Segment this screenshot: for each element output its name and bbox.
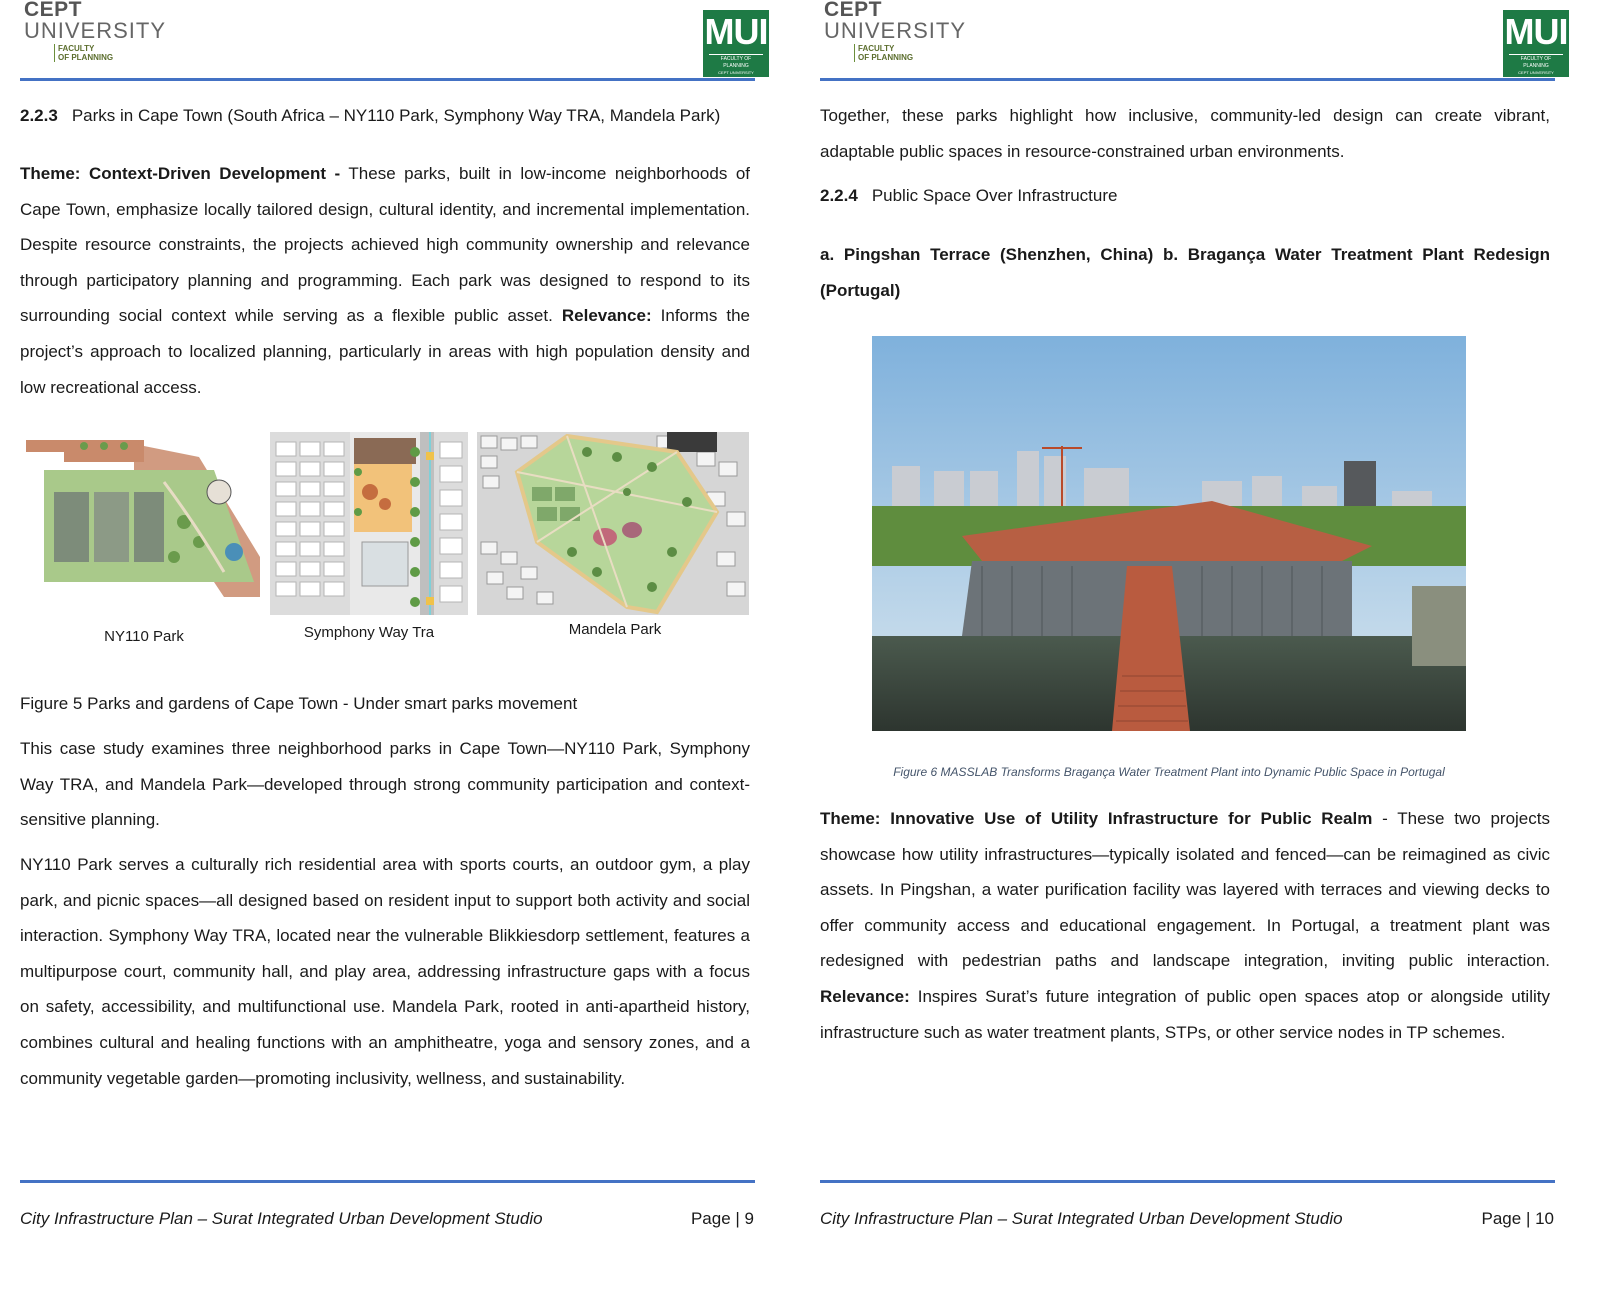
symphony-way-plan-image <box>270 432 468 615</box>
pingshan-terrace-photo <box>872 336 1466 731</box>
footer-divider <box>20 1180 755 1183</box>
footer-page-number: Page | 9 <box>690 1209 754 1228</box>
page-9 <box>0 0 780 1296</box>
paragraph-intro: Together, these parks highlight how inclusive, community-led design can create vibrant, adaptable public spaces in resource-constrained urban environments. <box>820 106 1550 161</box>
paragraph-details: NY110 Park serves a culturally rich residential area with sports courts, an outdoor gym, a play park, and picnic spaces—all designed based on resident input to support both activity and social interaction. Symphony Way TRA, located near the vulnerable Blikkiesdorp settlement, features a multipurpose court, community hall, and play area, addressing infrastructure gaps with a focus on safety, accessibility, and multifunctional use. Mandela Park, rooted in anti-apartheid history, combines cultural and healing functions with an amphitheatre, yoga and sensory zones, and a community vegetable garden—promoting inclusivity, wellness, and sustainability. <box>20 855 750 1088</box>
theme-label: Theme: Context-Driven Development - <box>20 164 341 183</box>
figure-6-caption: Figure 6 MASSLAB Transforms Bragança Water Treatment Plant into Dynamic Public Space in Portugal <box>893 765 1445 779</box>
footer-divider <box>820 1180 1555 1183</box>
header-divider <box>20 78 755 81</box>
relevance-text: Inspires Surat’s future integration of public open spaces atop or alongside utility infrastructure such as water treatment plants, STPs, or other service nodes in TP schemes. <box>820 986 1550 1042</box>
figure-label-symphony-way: Symphony Way Tra <box>303 624 435 641</box>
relevance-label: Relevance: <box>820 986 910 1006</box>
mandela-park-plan-image <box>477 432 749 615</box>
figure-label-mandela-park: Mandela Park <box>568 621 662 638</box>
figure-5-caption-block <box>20 686 750 722</box>
page-header <box>820 0 1575 82</box>
theme-text: These parks, built in low-income neighborhoods of Cape Town, emphasize locally tailored design, cultural identity, and incremental implementation. Despite resource constraints, the projects achieved high community ownership and relevance through participatory planning and programming. Each park was designed to respond to its surrounding social context while serving as a flexible public asset. <box>20 164 750 326</box>
theme-text: - These two projects showcase how utility infrastructures—typically isolated and fenced—can be reimagined as civic assets. In Pingshan, a water purification facility was layered with terraces and viewing decks to offer community access and educational engagement. In Portugal, a treatment plant was redesigned with pedestrian paths and landscape integration, inviting public interaction. <box>820 809 1550 971</box>
theme-label: Theme: Innovative Use of Utility Infrastructure for Public Realm <box>820 809 1373 828</box>
page-header <box>20 0 775 82</box>
mui-logo: MUI FACULTY OF PLANNING CEPT UNIVERSITY <box>1504 11 1568 75</box>
figure-5-site-plans <box>24 432 750 652</box>
footer-document-title: City Infrastructure Plan – Surat Integrated Urban Development Studio <box>20 1209 543 1228</box>
ny110-park-plan-image <box>24 432 262 602</box>
section-title: Parks in Cape Town (South Africa – NY110 Park, Symphony Way TRA, Mandela Park) <box>71 106 721 125</box>
page-10 <box>800 0 1580 1296</box>
footer-page-number: Page | 10 <box>1481 1209 1554 1228</box>
footer-document-title: City Infrastructure Plan – Surat Integrated Urban Development Studio <box>820 1209 1343 1228</box>
project-subheading: a. Pingshan Terrace (Shenzhen, China) b. Bragança Water Treatment Plant Redesign (Portugal) <box>820 245 1550 300</box>
mui-logo: MUI FACULTY OF PLANNING CEPT UNIVERSITY <box>704 11 768 75</box>
cept-university-logo: CEPT UNIVERSITY FACULTY OF PLANNING <box>24 0 167 62</box>
theme-paragraph <box>820 801 1550 1050</box>
cept-university-logo: CEPT UNIVERSITY FACULTY OF PLANNING <box>824 0 967 62</box>
section-heading <box>20 104 750 128</box>
paragraph-intro: This case study examines three neighborhood parks in Cape Town—NY110 Park, Symphony Way TRA, and Mandela Park—developed through strong community participation and context-sensitive planning. <box>20 739 750 830</box>
section-title: Public Space Over Infrastructure <box>871 186 1118 205</box>
section-heading <box>820 184 1550 208</box>
section-number: 2.2.4 <box>820 186 858 205</box>
relevance-label: Relevance: <box>561 306 652 326</box>
figure-label-ny110: NY110 Park <box>104 628 184 645</box>
theme-paragraph <box>20 156 750 405</box>
section-number: 2.2.3 <box>20 106 58 125</box>
relevance-text: Informs the project’s approach to localized planning, particularly in areas with high population density and low recreational access. <box>20 306 750 397</box>
figure-5-caption: Figure 5 Parks and gardens of Cape Town - Under smart parks movement <box>20 694 578 713</box>
header-divider <box>820 78 1555 81</box>
